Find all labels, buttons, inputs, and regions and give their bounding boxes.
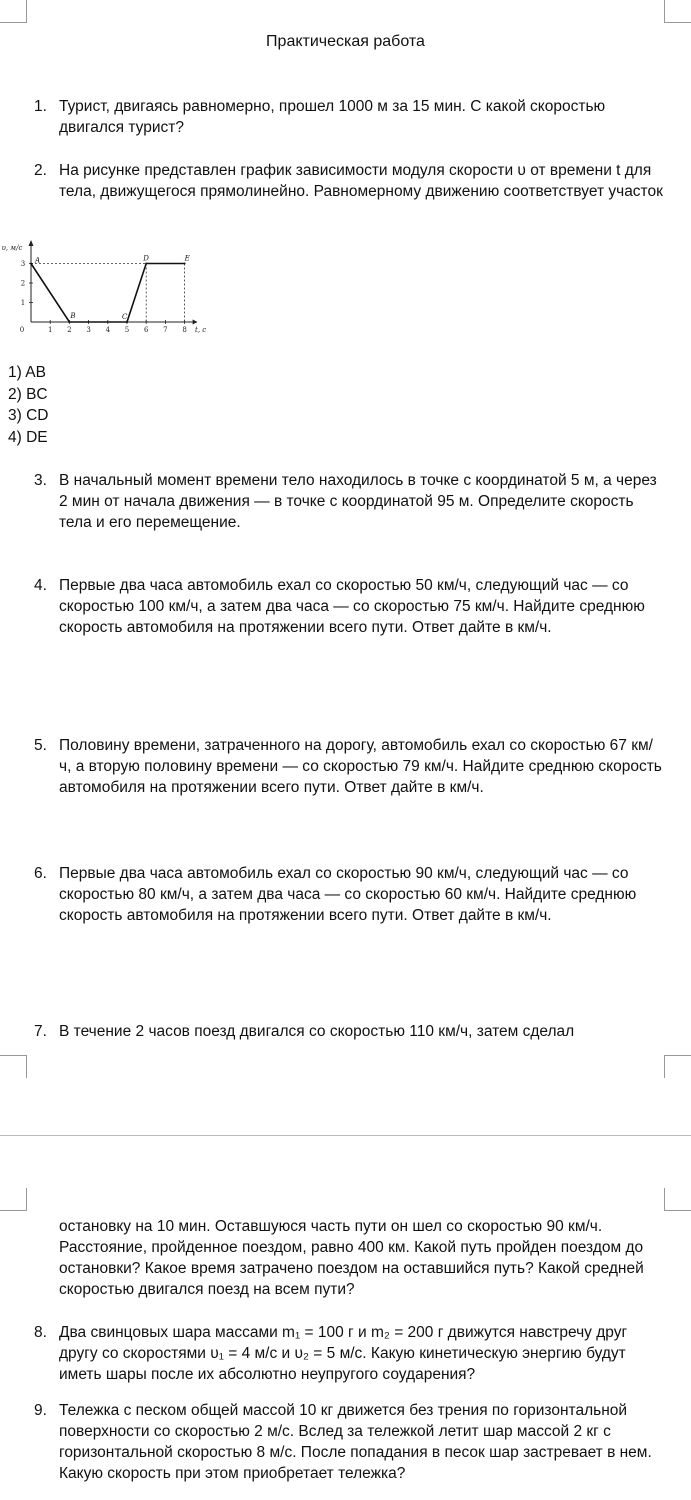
x-tick-label: 4 bbox=[105, 326, 111, 334]
question-number: 1. bbox=[34, 98, 47, 115]
x-axis-arrow bbox=[193, 320, 198, 325]
answer-option: 1) AB bbox=[8, 364, 46, 381]
question-text: Первые два часа автомобиль ехал со скоростью 90 км/ч, следующий час — со скоростью 80 км/ч, а затем два часа — со скоростью 60 км/ч. Найдите среднюю скорость автомобиля на протяжении всего пути. Ответ дайте в км/ч. bbox=[59, 865, 637, 924]
question-2 bbox=[34, 160, 664, 202]
y-tick-label: 1 bbox=[20, 299, 26, 307]
data-point bbox=[184, 263, 186, 265]
question-number: 3. bbox=[34, 472, 47, 489]
question-text: Два свинцовых шара массами m₁ = 100 г и m₂ = 200 г движутся навстречу друг другу со скоростями υ₁ = 4 м/с и υ₂ = 5 м/с. Какую кинетическую энергию будут иметь шары после их абсолютно неупругого соударения? bbox=[59, 1324, 628, 1383]
question-7 bbox=[34, 1021, 664, 1042]
question-7-continued bbox=[34, 1216, 664, 1300]
x-axis-label: t, c bbox=[195, 326, 207, 334]
page-corner-mark bbox=[0, 1188, 27, 1211]
page-corner-mark bbox=[664, 1055, 691, 1078]
question-4 bbox=[34, 575, 664, 638]
answer-option: 2) BC bbox=[8, 385, 48, 403]
point-label: B bbox=[70, 312, 76, 320]
answer-options bbox=[8, 362, 48, 448]
y-axis-arrow bbox=[29, 240, 34, 246]
data-point bbox=[68, 321, 70, 323]
question-text: На рисунке представлен график зависимости модуля скорости υ от времени t для тела, движущегося прямолинейно. Равномерному движению соответствует участок bbox=[59, 162, 663, 200]
question-number: 4. bbox=[34, 577, 47, 594]
x-tick-label: 5 bbox=[124, 326, 130, 334]
y-axis-label: υ, м/с bbox=[1, 244, 23, 252]
question-text: В течение 2 часов поезд двигался со скоростью 110 км/ч, затем сделал bbox=[59, 1023, 575, 1040]
velocity-time-chart bbox=[0, 238, 215, 338]
page-separator bbox=[0, 1135, 691, 1136]
question-text: Турист, двигаясь равномерно, прошел 1000 м за 15 мин. С какой скоростью двигался турист? bbox=[59, 98, 606, 136]
x-tick-label: 7 bbox=[163, 326, 168, 334]
page-corner-mark bbox=[0, 1055, 27, 1078]
question-number: 6. bbox=[34, 865, 47, 882]
page-corner-mark bbox=[664, 0, 691, 23]
question-text: Тележка с песком общей массой 10 кг движется без трения по горизонтальной поверхности со скоростью 2 м/с. Вслед за тележкой летит шар массой 2 кг с горизонтальной скоростью 8 м/с. После попадания в песок шар застревает в нем. Какую скорость при этом приобретает тележка? bbox=[59, 1402, 652, 1482]
velocity-series-line bbox=[31, 264, 185, 323]
question-5 bbox=[34, 735, 664, 798]
x-tick-label: 3 bbox=[86, 326, 91, 334]
question-3 bbox=[34, 470, 664, 533]
question-text: Половину времени, затраченного на дорогу, автомобиль ехал со скоростью 67 км/ч, а вторую половину времени — со скоростью 79 км/ч. Найдите среднюю скорость автомобиля на протяжении всего пути. Ответ дайте в км/ч. bbox=[59, 737, 662, 796]
question-number: 5. bbox=[34, 737, 47, 754]
x-tick-label: 0 bbox=[19, 326, 25, 334]
data-point bbox=[30, 263, 32, 265]
question-9 bbox=[34, 1400, 664, 1484]
question-text: остановку на 10 мин. Оставшуюся часть пути он шел со скоростью 90 км/ч. Расстояние, пройденное поездом, равно 400 км. Какой путь пройден поездом до остановки? Какое время затрачено поездом на оставшийся путь? Какой средней скоростью двигался поезд на всем пути? bbox=[59, 1218, 644, 1298]
x-tick-label: 6 bbox=[143, 326, 149, 334]
question-number: 8. bbox=[34, 1324, 47, 1341]
data-point bbox=[145, 263, 147, 265]
y-tick-label: 3 bbox=[20, 260, 26, 268]
question-8 bbox=[34, 1322, 664, 1385]
question-number: 9. bbox=[34, 1402, 47, 1419]
point-label: E bbox=[184, 254, 190, 263]
point-label: A bbox=[35, 256, 41, 265]
x-tick-label: 8 bbox=[182, 326, 187, 334]
data-point bbox=[126, 321, 128, 323]
point-label: D bbox=[143, 254, 149, 263]
question-number: 7. bbox=[34, 1023, 47, 1040]
question-number: 2. bbox=[34, 162, 47, 179]
page-corner-mark bbox=[0, 0, 27, 23]
page-title: Практическая работа bbox=[266, 33, 425, 50]
answer-option: 3) CD bbox=[8, 407, 49, 424]
question-1 bbox=[34, 96, 664, 138]
page-corner-mark bbox=[664, 1188, 691, 1211]
x-tick-label: 2 bbox=[67, 326, 72, 334]
question-text: Первые два часа автомобиль ехал со скоростью 50 км/ч, следующий час — со скоростью 100 км/ч, а затем два часа — со скоростью 75 км/ч. Найдите среднюю скорость автомобиля на протяжении всего пути. Ответ дайте в км/ч. bbox=[59, 577, 645, 636]
question-text: В начальный момент времени тело находилось в точке с координатой 5 м, а через 2 мин от начала движения — в точке с координатой 95 м. Определите скорость тела и его перемещение. bbox=[59, 472, 657, 531]
y-tick-label: 2 bbox=[20, 279, 26, 288]
question-6 bbox=[34, 863, 664, 926]
x-tick-label: 1 bbox=[47, 326, 53, 334]
point-label: C bbox=[122, 313, 128, 321]
answer-option: 4) DE bbox=[8, 428, 48, 446]
